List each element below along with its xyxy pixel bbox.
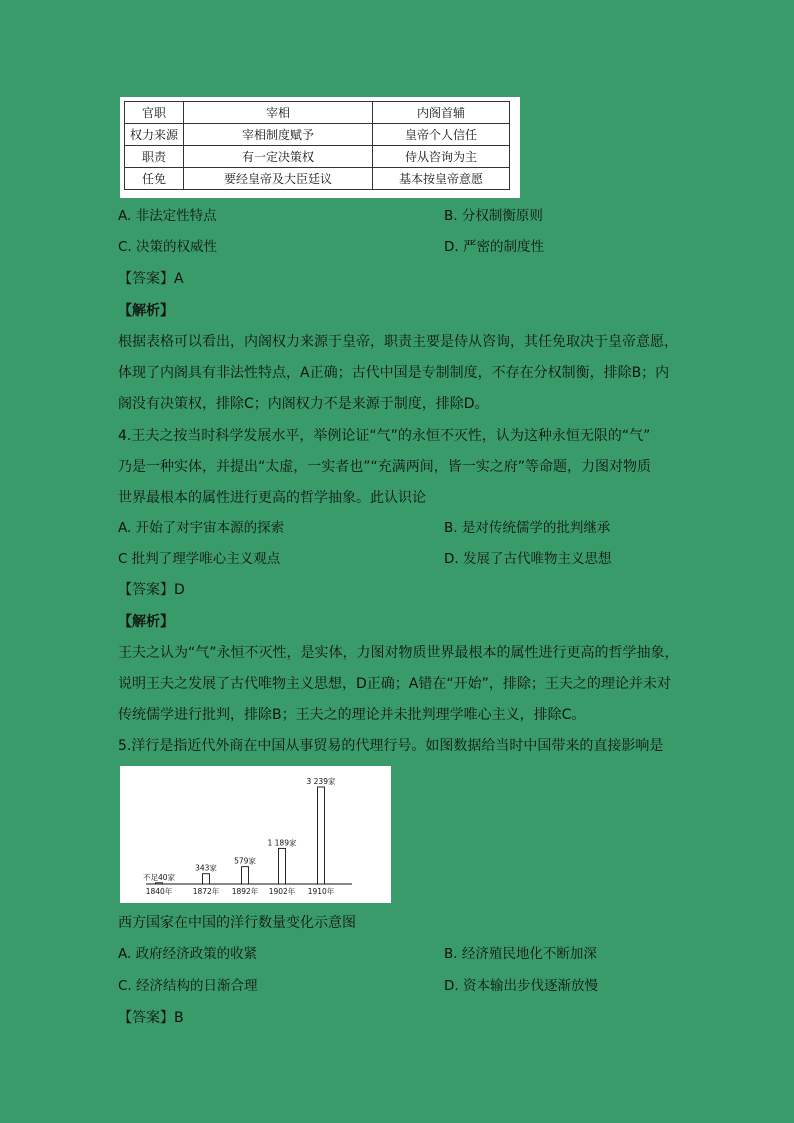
q4-option-b: B. 是对传统儒学的批判继承 [444, 520, 611, 536]
chart-data-label: 343家 [195, 863, 217, 873]
q3-option-d: D. 严密的制度性 [444, 239, 544, 255]
q3-analysis-line: 根据表格可以看出，内阁权力来源于皇帝，职责主要是侍从咨询，其任免取决于皇帝意愿， [118, 334, 678, 350]
official-comparison-table-image [120, 97, 520, 198]
chart-bar [156, 883, 163, 884]
table-row [125, 124, 510, 146]
table-row [125, 168, 510, 190]
table-header-cell: 官职 [125, 102, 184, 124]
table-cell: 有一定决策权 [184, 146, 373, 168]
q5-option-a: A. 政府经济政策的收紧 [118, 946, 258, 962]
q5-option-c: C. 经济结构的日渐合理 [118, 978, 258, 994]
q3-option-c: C. 决策的权威性 [118, 239, 218, 255]
q5-option-b: B. 经济殖民地化不断加深 [444, 946, 597, 962]
chart-x-tick-label: 1872年 [192, 887, 220, 896]
chart-bar [279, 848, 286, 884]
chart-data-label: 579家 [234, 856, 256, 866]
table-header-cell: 内阁首辅 [373, 102, 510, 124]
q5-answer: 【答案】B [118, 1010, 184, 1026]
q4-option-a: A. 开始了对宇宙本源的探索 [118, 520, 285, 536]
table-cell: 职责 [125, 146, 184, 168]
q5-chart-caption: 西方国家在中国的洋行数量变化示意图 [118, 915, 356, 931]
q4-stem-line: 4.王夫之按当时科学发展水平，举例论证“气”的永恒不灭性，认为这种永恒无限的“气” [118, 428, 651, 444]
table-cell: 侍从咨询为主 [373, 146, 510, 168]
chart-bar [318, 787, 325, 884]
q3-answer: 【答案】A [118, 271, 184, 287]
table-header-cell: 宰相 [184, 102, 373, 124]
official-comparison-table [124, 101, 510, 190]
foreign-firms-chart-svg [120, 766, 391, 903]
table-cell: 任免 [125, 168, 184, 190]
q4-analysis-line: 传统儒学进行批判，排除B；王夫之的理论并未批判理学唯心主义，排除C。 [118, 707, 586, 723]
table-row [125, 146, 510, 168]
q3-analysis-line: 体现了内阁具有非法性特点，A正确；古代中国是专制制度，不存在分权制衡，排除B；内 [118, 365, 670, 381]
table-cell: 皇帝个人信任 [373, 124, 510, 146]
table-cell: 要经皇帝及大臣廷议 [184, 168, 373, 190]
chart-x-tick-label: 1910年 [307, 887, 335, 896]
chart-x-tick-label: 1840年 [145, 887, 173, 896]
q5-stem: 5.洋行是指近代外商在中国从事贸易的代理行号。如图数据给当时中国带来的直接影响是 [118, 738, 664, 754]
q4-analysis-label: 【解析】 [118, 614, 174, 630]
q3-analysis-label: 【解析】 [118, 303, 174, 319]
q4-stem-line: 乃是一种实体，并提出“太虚，一实者也”“充满两间，皆一实之府”等命题，力图对物质 [118, 459, 652, 475]
q3-option-a: A. 非法定性特点 [118, 208, 217, 224]
q3-option-b: B. 分权制衡原则 [444, 208, 543, 224]
chart-data-label: 1 189家 [267, 838, 297, 848]
table-cell: 宰相制度赋予 [184, 124, 373, 146]
chart-bar [242, 867, 249, 884]
q4-option-d: D. 发展了古代唯物主义思想 [444, 551, 612, 567]
chart-data-label: 3 239家 [306, 777, 336, 786]
q4-answer: 【答案】D [118, 582, 185, 598]
chart-x-tick-label: 1902年 [268, 887, 296, 896]
chart-data-label: 不足40家 [142, 872, 176, 882]
foreign-firms-chart [120, 766, 391, 903]
q4-analysis-line: 说明王夫之发展了古代唯物主义思想，D正确；A错在“开始”，排除；王夫之的理论并未对 [118, 676, 671, 692]
table-header-row [125, 102, 510, 124]
table-cell: 基本按皇帝意愿 [373, 168, 510, 190]
chart-bar [203, 874, 210, 884]
q3-analysis-line: 阁没有决策权，排除C；内阁权力不是来源于制度，排除D。 [118, 396, 489, 412]
q4-option-c: C 批判了理学唯心主义观点 [118, 551, 281, 567]
q4-analysis-line: 王夫之认为“气”永恒不灭性，是实体，力图对物质世界最根本的属性进行更高的哲学抽象， [118, 645, 679, 661]
chart-x-tick-label: 1892年 [231, 887, 259, 896]
table-cell: 权力来源 [125, 124, 184, 146]
q5-option-d: D. 资本输出步伐逐渐放慢 [444, 978, 598, 994]
q4-stem-line: 世界最根本的属性进行更高的哲学抽象。此认识论 [118, 490, 426, 506]
